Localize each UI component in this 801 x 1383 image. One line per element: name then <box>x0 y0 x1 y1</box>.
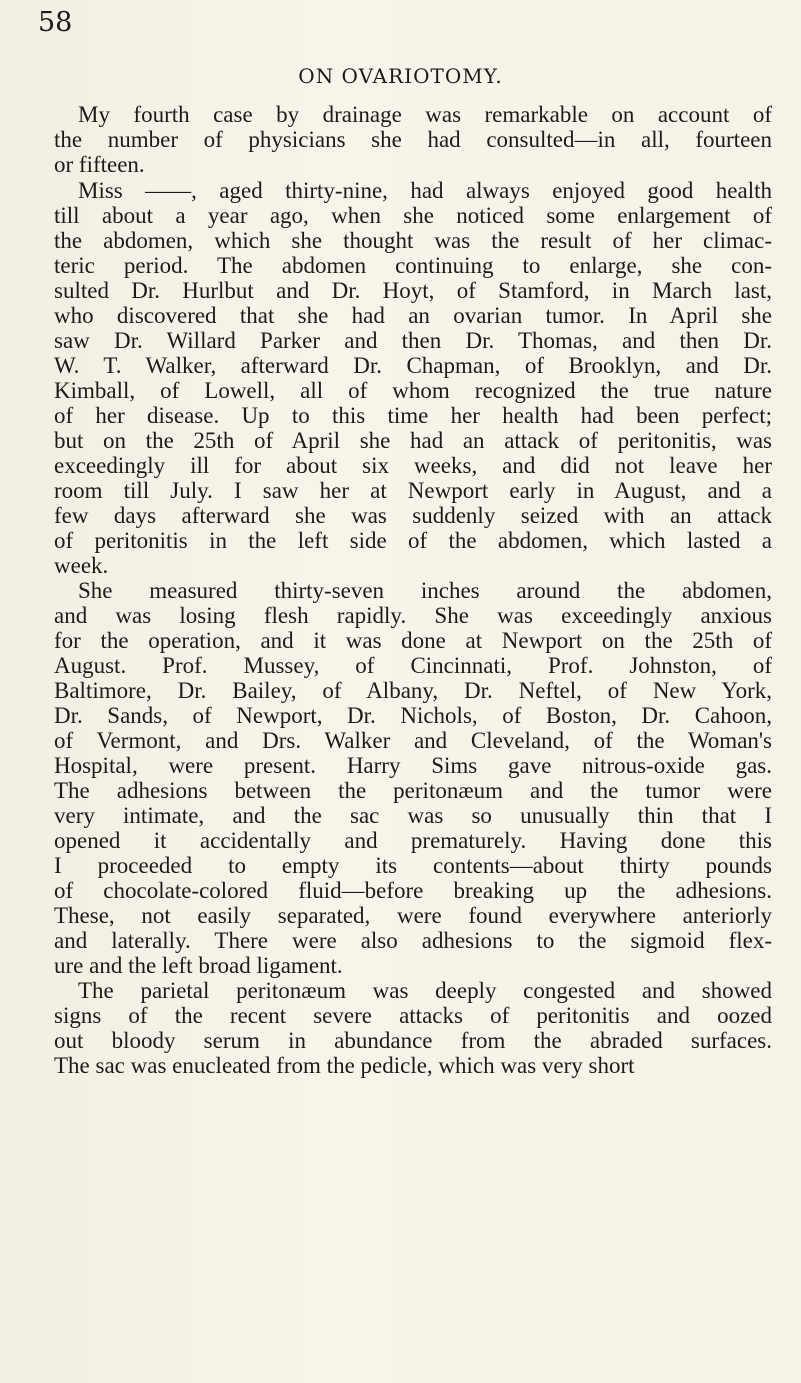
text-line: Dr. Sands, of Newport, Dr. Nichols, of Boston, Dr. Cahoon, <box>54 703 772 728</box>
text-line: and was losing flesh rapidly. She was exceedingly anxious <box>54 603 772 628</box>
text-line: W. T. Walker, afterward Dr. Chapman, of Brooklyn, and Dr. <box>54 353 772 378</box>
text-line: and laterally. There were also adhesions to the sigmoid flex- <box>54 928 772 953</box>
paragraph-1 <box>54 102 772 177</box>
text-line: Baltimore, Dr. Bailey, of Albany, Dr. Neftel, of New York, <box>54 678 772 703</box>
text-line: exceedingly ill for about six weeks, and did not leave her <box>54 453 772 478</box>
text-line: out bloody serum in abundance from the abraded surfaces. <box>54 1028 772 1053</box>
text-line: very intimate, and the sac was so unusually thin that I <box>54 803 772 828</box>
text-line: till about a year ago, when she noticed some enlargement of <box>54 203 772 228</box>
text-line: Kimball, of Lowell, all of whom recognized the true nature <box>54 378 772 403</box>
paragraph-3 <box>54 578 772 978</box>
text-line: The parietal peritonæum was deeply congested and showed <box>78 978 772 1003</box>
text-line: week. <box>54 553 109 578</box>
text-line: few days afterward she was suddenly seized with an attack <box>54 503 772 528</box>
text-line: I proceeded to empty its contents—about thirty pounds <box>54 853 772 878</box>
text-line: ure and the left broad ligament. <box>54 953 343 978</box>
text-line: but on the 25th of April she had an attack of peritonitis, was <box>54 428 772 453</box>
text-line: of Vermont, and Drs. Walker and Cleveland, of the Woman's <box>54 728 772 753</box>
text-line: teric period. The abdomen continuing to enlarge, she con- <box>54 253 772 278</box>
text-line: opened it accidentally and prematurely. Having done this <box>54 828 772 853</box>
page-number: 58 <box>38 7 73 38</box>
text-line: August. Prof. Mussey, of Cincinnati, Prof. Johnston, of <box>54 653 772 678</box>
text-line: room till July. I saw her at Newport early in August, and a <box>54 478 772 503</box>
text-line: of chocolate-colored fluid—before breaking up the adhesions. <box>54 878 772 903</box>
text-line: These, not easily separated, were found everywhere anteriorly <box>54 903 772 928</box>
paragraph-2 <box>54 178 772 578</box>
text-line: for the operation, and it was done at Newport on the 25th of <box>54 628 772 653</box>
text-line: the number of physicians she had consulted—in all, fourteen <box>54 127 772 152</box>
text-line: My fourth case by drainage was remarkable on account of <box>78 102 772 127</box>
text-line: Hospital, were present. Harry Sims gave nitrous-oxide gas. <box>54 753 772 778</box>
text-line: the abdomen, which she thought was the result of her climac- <box>54 228 772 253</box>
text-line: of peritonitis in the left side of the abdomen, which lasted a <box>54 528 772 553</box>
text-line: She measured thirty-seven inches around the abdomen, <box>78 578 772 603</box>
text-line: Miss ——, aged thirty-nine, had always enjoyed good health <box>78 178 772 203</box>
text-line: who discovered that she had an ovarian tumor. In April she <box>54 303 772 328</box>
text-line: The sac was enucleated from the pedicle, which was very short <box>54 1053 635 1078</box>
running-head: ON OVARIOTOMY. <box>298 64 503 88</box>
text-line: saw Dr. Willard Parker and then Dr. Thomas, and then Dr. <box>54 328 772 353</box>
text-line: The adhesions between the peritonæum and the tumor were <box>54 778 772 803</box>
body-text <box>54 102 772 1078</box>
text-line: or fifteen. <box>54 152 145 177</box>
text-line: sulted Dr. Hurlbut and Dr. Hoyt, of Stamford, in March last, <box>54 278 772 303</box>
paragraph-4 <box>54 978 772 1078</box>
text-line: signs of the recent severe attacks of peritonitis and oozed <box>54 1003 772 1028</box>
text-line: of her disease. Up to this time her health had been perfect; <box>54 403 772 428</box>
